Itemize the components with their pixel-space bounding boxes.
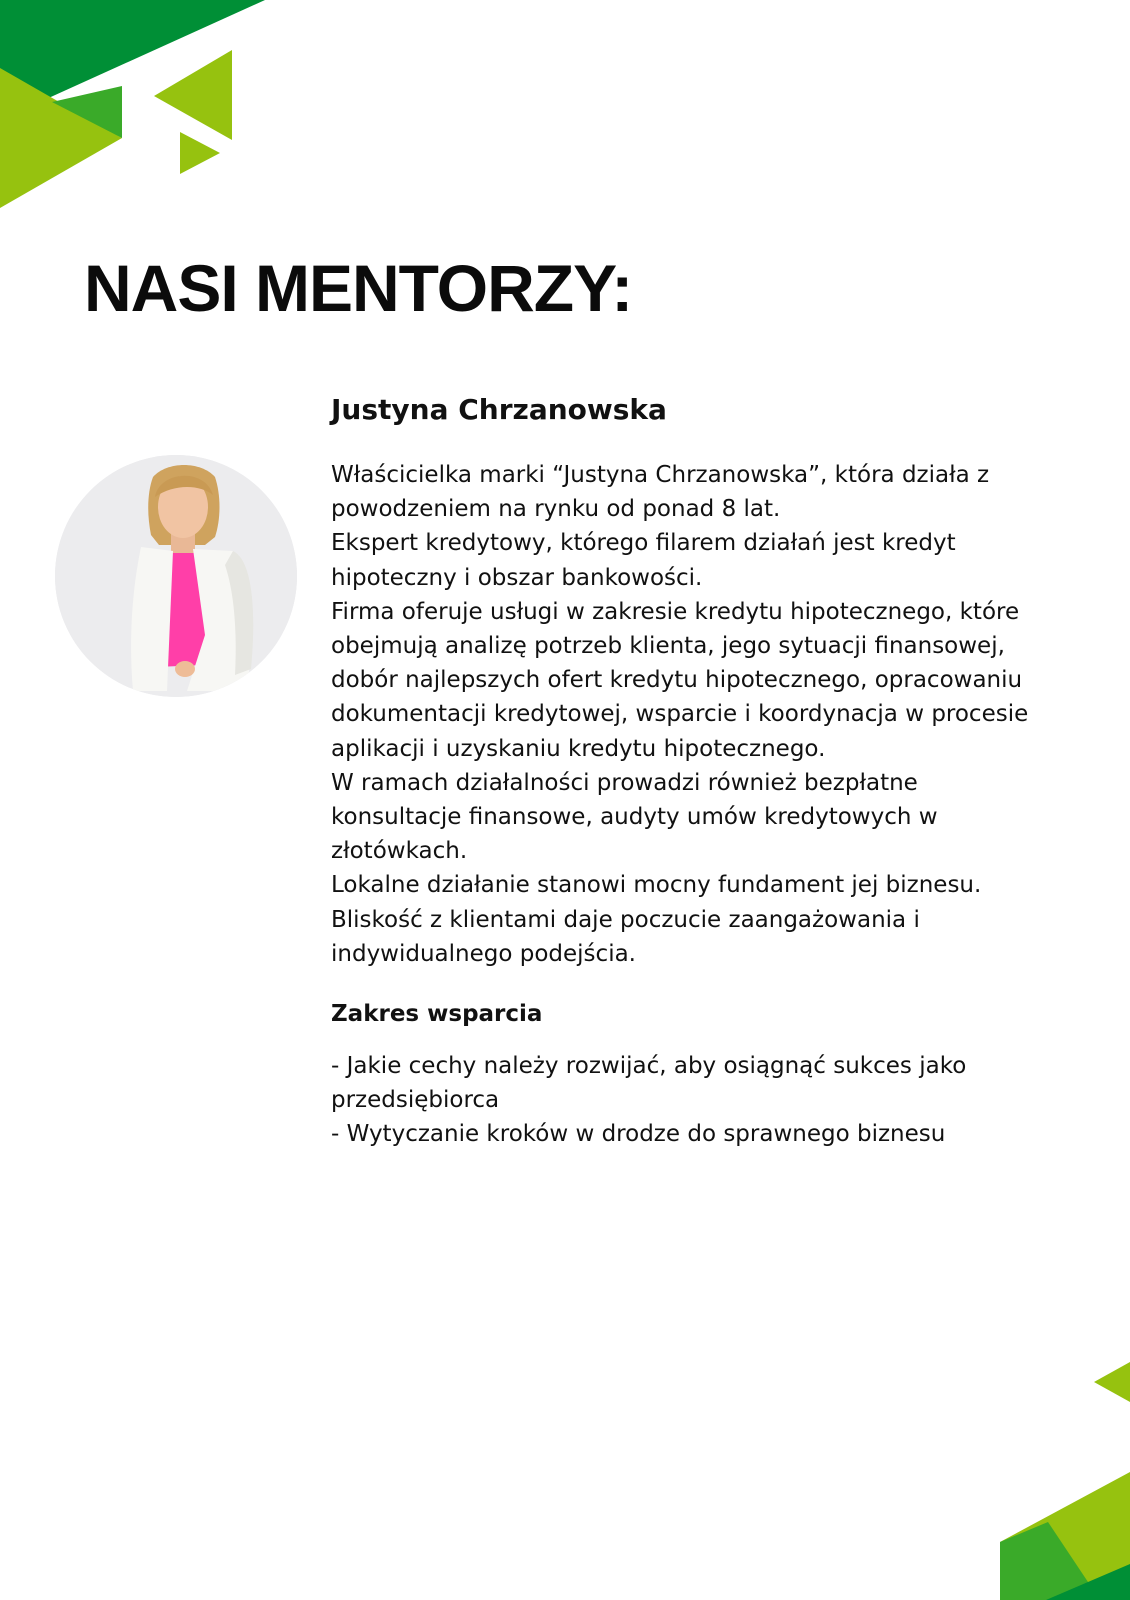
bio-line: Lokalne działanie stanowi mocny fundament jej biznesu. [331, 872, 982, 899]
support-line: - Jakie cechy należy rozwijać, aby osiągnąć sukces jako [331, 1053, 967, 1080]
bio-line: hipoteczny i obszar bankowości. [331, 564, 703, 591]
support-list [331, 1049, 1091, 1152]
decorative-triangles-bottom-right [990, 1340, 1130, 1600]
bio-line: Ekspert kredytowy, którego filarem działań jest kredyt [331, 530, 956, 557]
support-line: - Wytyczanie kroków w drodze do sprawnego biznesu [331, 1121, 946, 1148]
deco-lime-triangle-small [180, 132, 220, 174]
support-line: przedsiębiorca [331, 1087, 500, 1114]
bio-line: Bliskość z klientami daje poczucie zaangażowania i [331, 906, 920, 933]
deco-lime-triangle-edge [1094, 1362, 1130, 1402]
bio-line: powodzeniem na rynku od ponad 8 lat. [331, 496, 781, 523]
bio-line: aplikacji i uzyskaniu kredytu hipotecznego. [331, 735, 826, 762]
mentor-bio [331, 458, 1091, 971]
bio-line: Właścicielka marki “Justyna Chrzanowska”, która działa z [331, 462, 990, 488]
bio-line: konsultacje finansowe, audyty umów kredytowych w [331, 804, 938, 831]
decorative-triangles-top-left [0, 0, 270, 210]
support-heading: Zakres wsparcia [331, 1001, 543, 1028]
deco-lime-triangle-right [154, 50, 232, 140]
mentor-portrait-illustration [55, 455, 297, 697]
bio-line: obejmują analizę potrzeb klienta, jego sytuacji finansowej, [331, 633, 1005, 660]
bio-line: dokumentacji kredytowej, wsparcie i koordynacja w procesie [331, 701, 1029, 728]
bio-line: indywidualnego podejścia. [331, 940, 636, 967]
bio-line: W ramach działalności prowadzi również bezpłatne [331, 769, 918, 796]
bio-line: złotówkach. [331, 838, 468, 865]
mentor-name: Justyna Chrzanowska [331, 393, 667, 426]
page-title: NASI MENTORZY: [84, 251, 633, 325]
mentor-photo [55, 455, 297, 697]
bio-line: dobór najlepszych ofert kredytu hipotecznego, opracowaniu [331, 667, 1023, 694]
mentor-content [331, 388, 1091, 1152]
bio-line: Firma oferuje usługi w zakresie kredytu hipotecznego, które [331, 598, 1020, 625]
